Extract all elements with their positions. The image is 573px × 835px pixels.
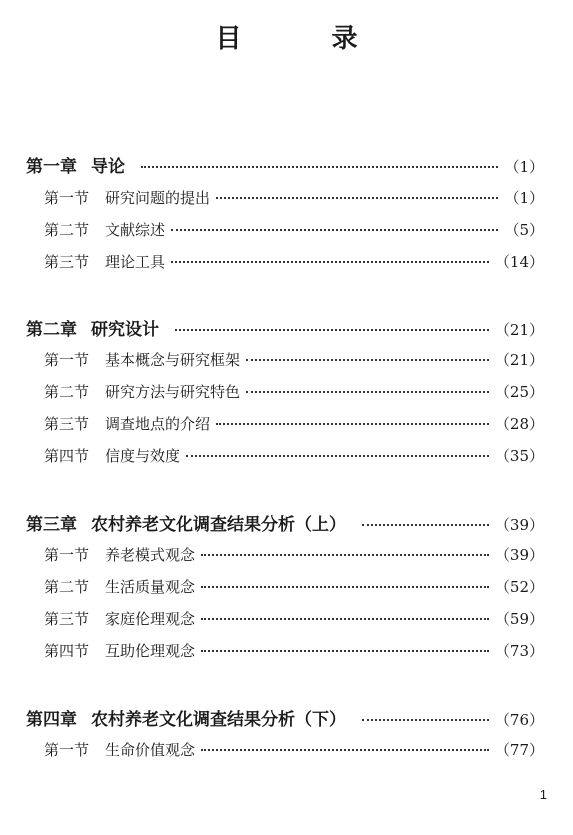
dot-leader <box>141 165 498 168</box>
chapter-number: 第三章 <box>26 515 77 535</box>
page-ref: （21） <box>494 351 544 369</box>
section-title: 信度与效度 <box>105 447 181 465</box>
dot-leader <box>362 523 489 526</box>
section-title: 生活质量观念 <box>105 578 196 596</box>
dot-leader <box>186 454 489 457</box>
section-title: 互助伦理观念 <box>105 642 196 660</box>
dot-leader <box>171 228 498 231</box>
page-ref: （77） <box>494 741 544 759</box>
toc-section-3-1[interactable] <box>26 544 544 565</box>
section-number: 第一节 <box>44 741 90 759</box>
section-number: 第四节 <box>44 642 90 660</box>
section-title: 养老模式观念 <box>105 546 196 564</box>
dot-leader <box>362 718 489 721</box>
dot-leader <box>216 196 498 199</box>
section-number: 第一节 <box>44 546 90 564</box>
toc-section-3-4[interactable] <box>26 640 544 661</box>
page-ref: （14） <box>494 253 544 271</box>
page-ref: （52） <box>494 578 544 596</box>
dot-leader <box>201 748 489 751</box>
dot-leader <box>216 422 489 425</box>
section-title: 文献综述 <box>105 221 166 239</box>
toc-section-2-3[interactable] <box>26 413 544 434</box>
page-ref: （25） <box>494 383 544 401</box>
toc-chapter-1[interactable] <box>26 152 544 177</box>
section-title: 研究方法与研究特色 <box>105 383 241 401</box>
chapter-title: 农村养老文化调查结果分析（下） <box>91 710 346 730</box>
section-number: 第三节 <box>44 253 90 271</box>
dot-leader <box>246 390 489 393</box>
chapter-title: 导论 <box>91 157 125 177</box>
toc-section-1-3[interactable] <box>26 251 544 272</box>
section-number: 第三节 <box>44 415 90 433</box>
section-title: 研究问题的提出 <box>105 189 211 207</box>
section-number: 第二节 <box>44 383 90 401</box>
page-ref: （35） <box>494 447 544 465</box>
toc-chapter-4[interactable] <box>26 705 544 730</box>
chapter-number: 第四章 <box>26 710 77 730</box>
page-ref: （73） <box>494 642 544 660</box>
toc-chapter-3[interactable] <box>26 510 544 535</box>
section-number: 第二节 <box>44 578 90 596</box>
page-number: 1 <box>539 787 547 802</box>
section-title: 调查地点的介绍 <box>105 415 211 433</box>
chapter-title: 研究设计 <box>91 320 159 340</box>
page-ref: （39） <box>494 516 544 534</box>
chapter-number: 第二章 <box>26 320 77 340</box>
page-ref: （76） <box>494 711 544 729</box>
section-number: 第四节 <box>44 447 90 465</box>
section-title: 生命价值观念 <box>105 741 196 759</box>
section-number: 第一节 <box>44 189 90 207</box>
toc-section-1-2[interactable] <box>26 219 544 240</box>
dot-leader <box>201 617 489 620</box>
toc-section-2-2[interactable] <box>26 381 544 402</box>
section-number: 第一节 <box>44 351 90 369</box>
toc-section-2-4[interactable] <box>26 445 544 466</box>
page-ref: （39） <box>494 546 544 564</box>
toc-section-4-1[interactable] <box>26 739 544 760</box>
section-title: 基本概念与研究框架 <box>105 351 241 369</box>
page-ref: （5） <box>504 221 544 239</box>
page-title: 目 录 <box>215 24 390 54</box>
dot-leader <box>171 260 489 263</box>
toc-chapter-2[interactable] <box>26 315 544 340</box>
page-ref: （28） <box>494 415 544 433</box>
toc-section-3-2[interactable] <box>26 576 544 597</box>
dot-leader <box>246 358 489 361</box>
dot-leader <box>201 649 489 652</box>
page-ref: （59） <box>494 610 544 628</box>
dot-leader <box>201 553 489 556</box>
page-ref: （1） <box>504 158 544 176</box>
section-number: 第二节 <box>44 221 90 239</box>
chapter-title: 农村养老文化调查结果分析（上） <box>91 515 346 535</box>
section-title: 理论工具 <box>105 253 166 271</box>
toc-section-3-3[interactable] <box>26 608 544 629</box>
page-ref: （21） <box>494 321 544 339</box>
dot-leader <box>201 585 489 588</box>
dot-leader <box>175 328 489 331</box>
toc-section-1-1[interactable] <box>26 187 544 208</box>
chapter-number: 第一章 <box>26 157 77 177</box>
page-ref: （1） <box>504 189 544 207</box>
toc-section-2-1[interactable] <box>26 349 544 370</box>
section-title: 家庭伦理观念 <box>105 610 196 628</box>
section-number: 第三节 <box>44 610 90 628</box>
